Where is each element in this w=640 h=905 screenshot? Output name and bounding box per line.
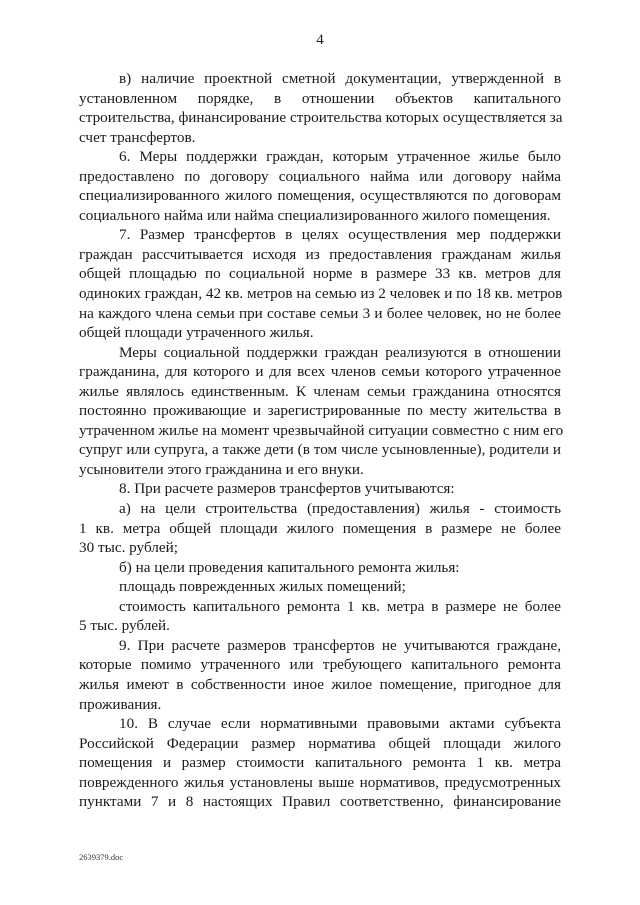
text-line: 10. В случае если нормативными правовыми актами субъекта <box>119 715 561 733</box>
text-line: строительства, финансирование строительства которых осуществляется за <box>79 109 563 127</box>
text-line: усыновители этого гражданина и его внуки. <box>79 460 364 478</box>
paragraph-item-9 <box>79 636 561 714</box>
document-file-name: 2639379.doc <box>79 852 124 862</box>
text-line: 9. При расчете размеров трансфертов не учитываются граждане, <box>119 636 561 654</box>
text-line: на каждого члена семьи при составе семьи 3 и более человек, но не более <box>79 304 561 322</box>
text-line: в) наличие проектной сметной документации, утвержденной в <box>119 70 561 87</box>
text-line: 5 тыс. рублей. <box>79 617 170 635</box>
page-number: 4 <box>316 32 324 48</box>
text-line: 8. При расчете размеров трансфертов учитываются: <box>119 480 455 498</box>
paragraph-item-8a <box>79 499 561 558</box>
text-line: счет трансфертов. <box>79 128 196 146</box>
paragraph-item-8b-area <box>79 577 561 597</box>
text-line: граждан рассчитывается исходя из предоставления гражданам жилья <box>79 245 561 263</box>
text-line: одиноких граждан, 42 кв. метров на семью из 2 человек и по 18 кв. метров <box>79 285 563 303</box>
paragraph-item-8b-cost <box>79 597 561 636</box>
text-line: гражданина, для которого и для всех членов семьи которого утраченное <box>79 363 561 381</box>
text-line: Меры социальной поддержки граждан реализуются в отношении <box>119 343 561 361</box>
text-line: специализированного жилого помещения, осуществляются по договорам <box>79 187 561 205</box>
text-line: стоимость капитального ремонта 1 кв. метра в размере не более <box>119 597 561 615</box>
text-line: установленном порядке, в отношении объектов капитального <box>79 89 561 107</box>
paragraph-item-6 <box>79 147 561 225</box>
text-line: жилья имеют в собственности иное жилое помещение, пригодное для <box>79 675 561 693</box>
paragraph-item-8 <box>79 479 561 499</box>
document-body <box>79 69 564 812</box>
text-line: пунктами 7 и 8 настоящих Правил соответственно, финансирование <box>79 793 561 811</box>
text-line: помещения и размер стоимости капитального ремонта 1 кв. метра <box>79 754 561 772</box>
text-line: б) на цели проведения капитального ремонта жилья: <box>119 558 460 576</box>
text-line: утраченном жилье на момент чрезвычайной ситуации совместно с ним его <box>79 421 564 439</box>
text-line: 30 тыс. рублей; <box>79 539 178 557</box>
text-line: супруг или супруга, а также дети (в том числе усыновленные), родители и <box>79 441 561 459</box>
text-line: проживания. <box>79 695 162 713</box>
text-line: жилье являлось единственным. К членам семьи гражданина относятся <box>79 382 561 400</box>
text-line: социального найма или найма специализированного жилого помещения. <box>79 206 551 224</box>
text-line: постоянно проживающие и зарегистрированные по месту жительства в <box>79 402 561 420</box>
text-line: площадь поврежденных жилых помещений; <box>119 578 406 596</box>
text-line: предоставлено по договору социального найма или договору найма <box>79 167 561 185</box>
text-line: общей площади утраченного жилья. <box>79 324 314 342</box>
text-line: Российской Федерации размер норматива общей площади жилого <box>79 734 561 752</box>
paragraph-item-7-family <box>79 343 564 480</box>
paragraph-item-8b <box>79 558 561 578</box>
text-line: общей площадью по социальной норме в размере 33 кв. метров для <box>79 265 561 283</box>
paragraph-item-v <box>79 69 561 147</box>
paragraph-item-10 <box>79 714 561 812</box>
text-line: а) на цели строительства (предоставления) жилья - стоимость <box>119 500 561 518</box>
text-line: 1 кв. метра общей площади жилого помещения в размере не более <box>79 519 561 537</box>
text-line: 6. Меры поддержки граждан, которым утраченное жилье было <box>119 148 561 166</box>
text-line: поврежденного жилья установлены выше нормативов, предусмотренных <box>79 773 561 791</box>
text-line: которые помимо утраченного или требующего капитального ремонта <box>79 656 561 674</box>
text-line: 7. Размер трансфертов в целях осуществления мер поддержки <box>119 226 561 244</box>
paragraph-item-7 <box>79 225 561 342</box>
